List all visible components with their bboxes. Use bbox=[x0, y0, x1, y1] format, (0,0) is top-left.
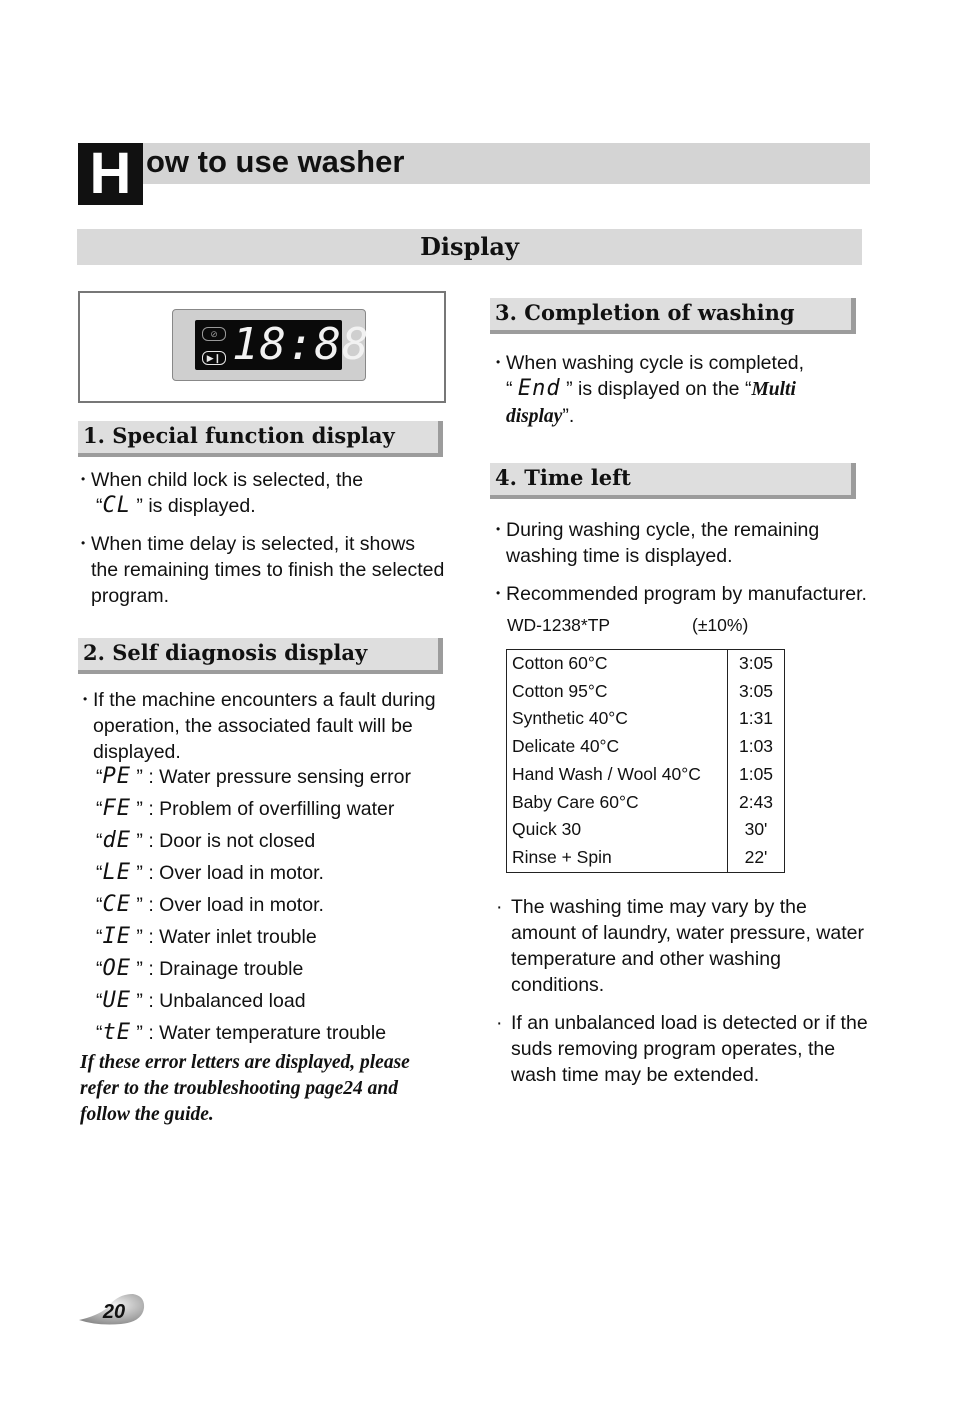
s4-note-1 bbox=[496, 894, 868, 998]
error-code-row bbox=[96, 921, 446, 953]
s3-line-1: • When washing cycle is completed, bbox=[506, 349, 856, 376]
error-code-row bbox=[96, 793, 446, 825]
error-description: ” : Water pressure sensing error bbox=[136, 766, 411, 788]
s4-note-2-text: If an unbalanced load is detected or if the suds removing program operates, the wash time may be extended. bbox=[511, 1012, 868, 1086]
program-time: 22' bbox=[728, 844, 785, 872]
error-description: ” : Water temperature trouble bbox=[136, 1022, 387, 1044]
s1-p1-tail: ” is displayed. bbox=[136, 495, 256, 517]
error-code: UE bbox=[102, 988, 131, 1013]
section-4-title: 4. Time left bbox=[490, 463, 856, 499]
error-code-row bbox=[96, 889, 446, 921]
child-lock-icon: ⊘ bbox=[202, 327, 226, 341]
s3-paragraph bbox=[506, 349, 856, 430]
s3-line-2: “ End ” is displayed on the “Multi display”. bbox=[506, 376, 796, 427]
open-quote: “ bbox=[96, 766, 103, 788]
error-description: ” : Unbalanced load bbox=[136, 990, 306, 1012]
open-quote: “ bbox=[96, 926, 103, 948]
error-code: FE bbox=[102, 796, 131, 821]
code-cl: CL bbox=[102, 493, 131, 518]
s1-paragraph-1 bbox=[91, 466, 441, 519]
program-time: 1:31 bbox=[728, 705, 785, 733]
page-number-badge bbox=[77, 1290, 145, 1326]
s4-note-1-text: The washing time may vary by the amount of laundry, water pressure, water temperature and other washing conditions. bbox=[511, 896, 864, 996]
error-description: ” : Door is not closed bbox=[136, 830, 316, 852]
multi-display-term: Multi display bbox=[506, 379, 796, 427]
program-name: Delicate 40°C bbox=[507, 733, 728, 761]
s4-paragraph-1: • During washing cycle, the remaining washing time is displayed. bbox=[506, 516, 846, 569]
section-1-title: 1. Special function display bbox=[78, 421, 443, 457]
error-code-row bbox=[96, 761, 446, 793]
code-end: End bbox=[517, 376, 561, 401]
bullet: · bbox=[496, 896, 503, 918]
open-quote: “ bbox=[96, 798, 103, 820]
program-name: Cotton 95°C bbox=[507, 678, 728, 706]
error-code-row bbox=[96, 985, 446, 1017]
error-code-row bbox=[96, 825, 446, 857]
s4-paragraph-2: • Recommended program by manufacturer. bbox=[506, 580, 876, 607]
program-name: Hand Wash / Wool 40°C bbox=[507, 761, 728, 789]
program-name: Quick 30 bbox=[507, 816, 728, 844]
error-description: ” : Problem of overfilling water bbox=[136, 798, 395, 820]
error-description: ” : Drainage trouble bbox=[136, 958, 304, 980]
s1-p1-line-2 bbox=[91, 493, 441, 519]
table-row bbox=[507, 789, 785, 817]
error-code: IE bbox=[102, 924, 131, 949]
error-code-list bbox=[96, 761, 446, 1049]
error-description: ” : Water inlet trouble bbox=[136, 926, 317, 948]
program-name: Rinse + Spin bbox=[507, 844, 728, 872]
table-row bbox=[507, 650, 785, 678]
tolerance: (±10%) bbox=[692, 615, 749, 635]
table-row bbox=[507, 844, 785, 872]
open-quote: “ bbox=[96, 894, 103, 916]
page-title: ow to use washer bbox=[146, 144, 405, 179]
program-name: Synthetic 40°C bbox=[507, 705, 728, 733]
error-code-row bbox=[96, 857, 446, 889]
error-code-row bbox=[96, 953, 446, 985]
open-quote: “ bbox=[96, 958, 103, 980]
program-time: 30' bbox=[728, 816, 785, 844]
display-banner: Display bbox=[77, 229, 862, 265]
error-code: PE bbox=[102, 764, 131, 789]
program-time: 3:05 bbox=[728, 678, 785, 706]
s2-note: If these error letters are displayed, please refer to the troubleshooting page24 and follow the guide. bbox=[80, 1052, 410, 1125]
open-quote: “ bbox=[96, 862, 103, 884]
program-time: 1:05 bbox=[728, 761, 785, 789]
table-row bbox=[507, 761, 785, 789]
table-row bbox=[507, 705, 785, 733]
program-time-table bbox=[506, 649, 785, 873]
program-time: 3:05 bbox=[728, 650, 785, 678]
s4-note-2 bbox=[496, 1010, 868, 1088]
section-2-title: 2. Self diagnosis display bbox=[78, 638, 443, 674]
open-quote: “ bbox=[96, 495, 103, 517]
error-code: dE bbox=[102, 828, 131, 853]
play-pause-icon: ▶❙ bbox=[202, 351, 226, 365]
s2-intro: • If the machine encounters a fault during operation, the associated fault will be displayed. bbox=[93, 686, 447, 765]
open-quote: “ bbox=[96, 830, 103, 852]
open-quote: “ bbox=[96, 990, 103, 1012]
s1-paragraph-2: • When time delay is selected, it shows the remaining times to finish the selected program. bbox=[91, 530, 447, 609]
table-row bbox=[507, 733, 785, 761]
error-code: CE bbox=[102, 892, 131, 917]
table-row bbox=[507, 678, 785, 706]
program-name: Baby Care 60°C bbox=[507, 789, 728, 817]
program-time: 1:03 bbox=[728, 733, 785, 761]
error-description: ” : Over load in motor. bbox=[136, 862, 324, 884]
s1-p1-line: • When child lock is selected, the bbox=[91, 466, 441, 493]
bullet: · bbox=[496, 1012, 503, 1034]
error-code: LE bbox=[102, 860, 131, 885]
program-name: Cotton 60°C bbox=[507, 650, 728, 678]
error-code-row bbox=[96, 1017, 446, 1049]
error-code: OE bbox=[102, 956, 131, 981]
section-3-title: 3. Completion of washing bbox=[490, 298, 856, 334]
error-code: tE bbox=[102, 1020, 131, 1045]
page-number: 20 bbox=[102, 1301, 126, 1323]
s3-mid: ” is displayed on the “ bbox=[566, 378, 752, 400]
program-time: 2:43 bbox=[728, 789, 785, 817]
open-quote: “ bbox=[96, 1022, 103, 1044]
display-digits: 18:88 bbox=[232, 319, 370, 370]
header-initial: H bbox=[78, 143, 143, 205]
model-number: WD-1238*TP bbox=[507, 615, 611, 635]
table-row bbox=[507, 816, 785, 844]
s3-end: ”. bbox=[562, 405, 575, 427]
error-description: ” : Over load in motor. bbox=[136, 894, 324, 916]
